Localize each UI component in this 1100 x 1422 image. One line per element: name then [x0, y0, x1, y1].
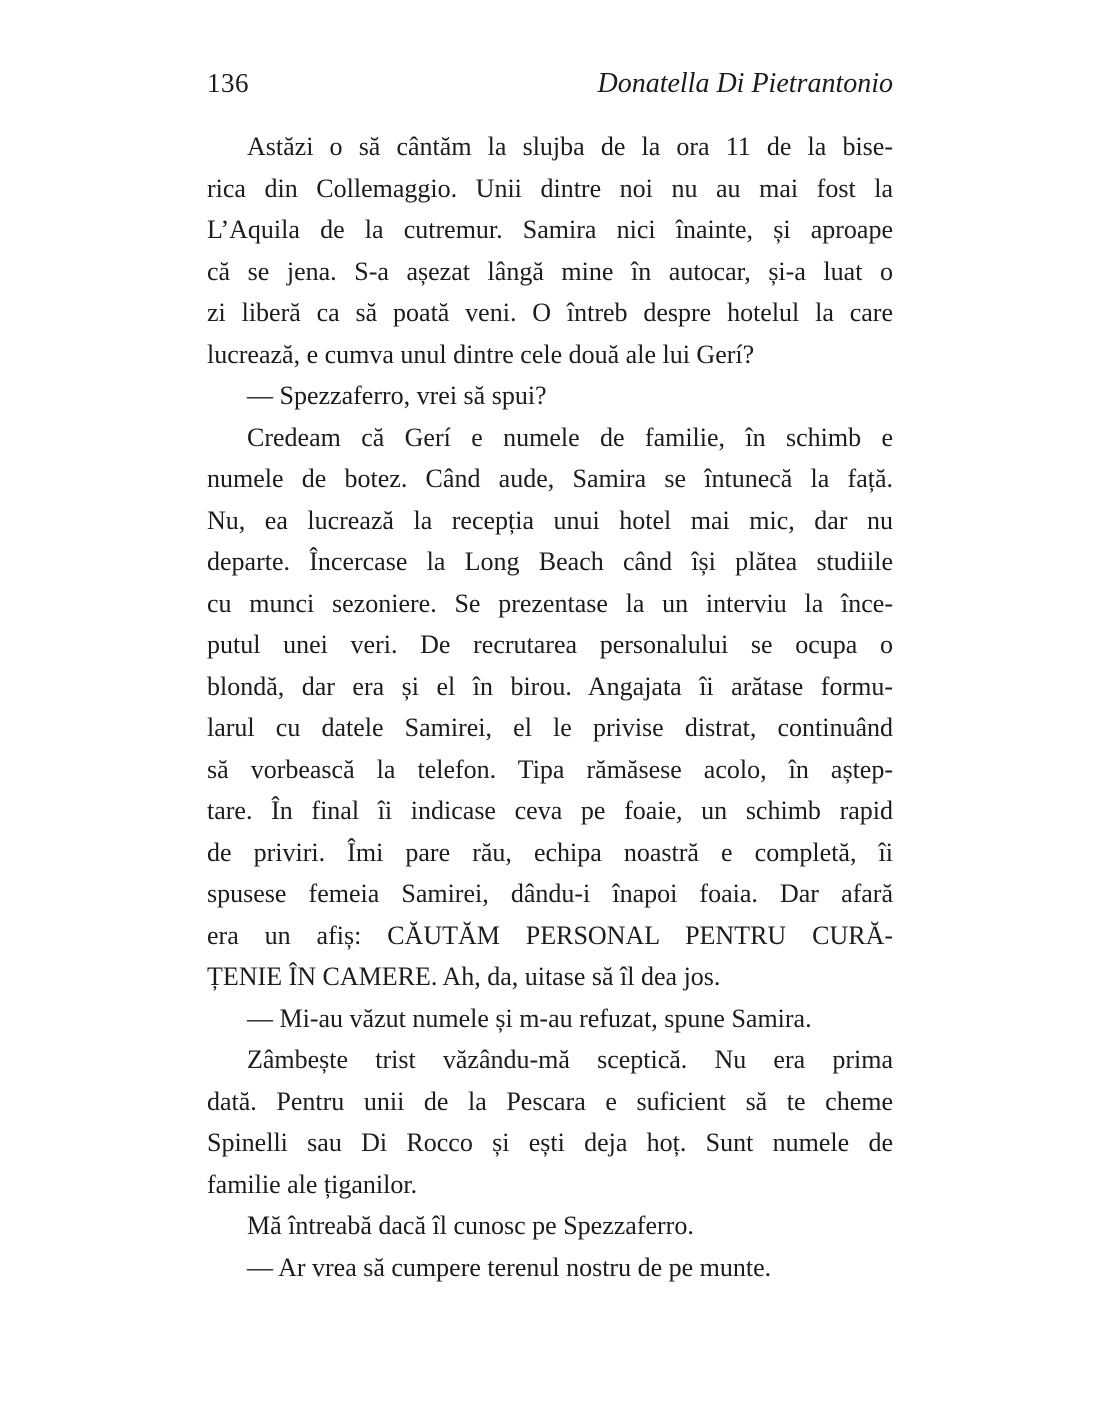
text-line: — Mi-au văzut numele și m-au refuzat, spune Samira. — [247, 1003, 812, 1033]
body-text — [207, 126, 893, 1288]
page-number: 136 — [207, 68, 249, 98]
text-line: — Ar vrea să cumpere terenul nostru de pe munte. — [247, 1252, 772, 1282]
text-line: rica din Collemaggio. Unii dintre noi nu au mai fost la — [207, 173, 893, 203]
text-line: tare. În final îi indicase ceva pe foaie, un schimb rapid — [207, 796, 893, 825]
text-line: putul unei veri. De recrutarea personalului se ocupa o — [207, 630, 893, 659]
running-header: Donatella Di Pietrantonio — [597, 68, 893, 99]
text-line: Zâmbește trist văzându-mă sceptică. Nu era prima — [247, 1045, 893, 1074]
text-line: — Spezzaferro, vrei să spui? — [247, 381, 547, 410]
text-line: că se jena. S-a așezat lângă mine în autocar, și-a luat o — [207, 256, 893, 286]
text-line: cu munci sezoniere. Se prezentase la un interviu la înce- — [207, 588, 893, 618]
text-line: de priviri. Îmi pare rău, echipa noastră e completă, îi — [207, 837, 893, 867]
text-line: Spinelli sau Di Rocco și ești deja hoț. Sunt numele de — [207, 1128, 893, 1157]
text-line: Credeam că Gerí e numele de familie, în schimb e — [247, 422, 893, 452]
text-line: numele de botez. Când aude, Samira se întunecă la față. — [207, 464, 893, 493]
text-line: zi liberă ca să poată veni. O întreb despre hotelul la care — [207, 298, 893, 327]
text-line: departe. Încercase la Long Beach când își plătea studiile — [207, 547, 893, 576]
text-line: familie ale țiganilor. — [207, 1169, 418, 1199]
text-line: Astăzi o să cântăm la slujba de la ora 11 de la bise- — [247, 132, 893, 161]
text-line: larul cu datele Samirei, el le privise distrat, continuând — [207, 713, 893, 742]
page-header — [207, 68, 893, 100]
text-line: lucrează, e cumva unul dintre cele două ale lui Gerí? — [207, 339, 755, 369]
text-line: ȚENIE ÎN CAMERE. Ah, da, uitase să îl dea jos. — [207, 962, 721, 991]
text-line: Mă întreabă dacă îl cunosc pe Spezzaferro. — [247, 1211, 694, 1240]
text-line: L’Aquila de la cutremur. Samira nici înainte, și aproape — [207, 215, 893, 244]
text-line: să vorbească la telefon. Tipa rămăsese acolo, în aștep- — [207, 754, 893, 784]
text-line: dată. Pentru unii de la Pescara e suficient să te cheme — [207, 1086, 893, 1116]
text-line: era un afiș: CĂUTĂM PERSONAL PENTRU CURĂ- — [207, 920, 893, 950]
text-line: blondă, dar era și el în birou. Angajata îi arătase formu- — [207, 671, 893, 701]
text-line: spusese femeia Samirei, dându-i înapoi foaia. Dar afară — [207, 879, 893, 908]
text-line: Nu, ea lucrează la recepția unui hotel mai mic, dar nu — [207, 505, 893, 535]
